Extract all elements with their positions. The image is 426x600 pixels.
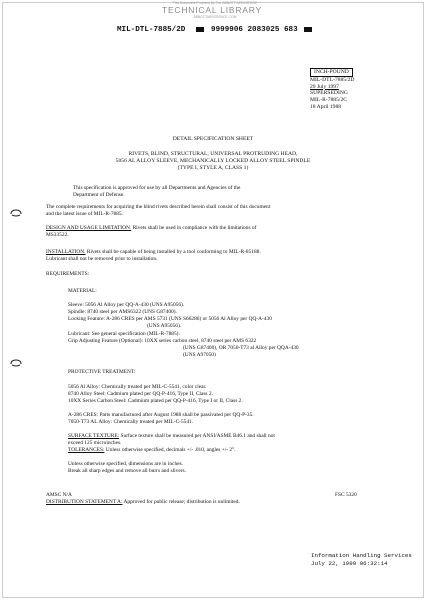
locking-feature-line1: Locking Feature: A-286 CRES per AMS 5731 (UNS S66286) or 5056 Al Alloy per QQ-A-430	[68, 316, 272, 322]
superseding-label: SUPERSEDING	[310, 90, 348, 97]
banner-url: ABBOTTAEROSPACE.COM	[193, 15, 237, 19]
document-header-code	[117, 26, 314, 34]
tolerances-text: Unless otherwise specified, decimals +/- .010, angles +/- 2°.	[104, 447, 236, 453]
rivet-title-line2: 5056 AL ALLOY SLEEVE, MECHANICALLY LOCKED ALLOY STEEL SPINDLE	[115, 158, 311, 164]
sleeve-material: Sleeve: 5056 Al Alloy per QQ-A-430 (UNS A95056).	[68, 302, 185, 308]
design-text-line2: MS33522.	[46, 232, 69, 238]
surface-text: Surface texture shall be measured per ANSI/ASME B46.1 and shall not	[119, 433, 275, 439]
banner-provenance: This Document Provided By The ABBOTT AEROSPACE	[172, 1, 258, 5]
tolerances	[68, 447, 236, 454]
lubricant-material: Lubricant: See general specification (MIL-R-7885).	[68, 331, 180, 337]
distribution-statement	[46, 499, 240, 506]
installation	[46, 249, 261, 256]
distribution-heading: DISTRIBUTION STATEMENT A:	[46, 499, 123, 505]
edges-note: Break all sharp edges and remove all burrs and slivers.	[68, 468, 186, 474]
requirements-heading: REQUIREMENTS:	[46, 271, 90, 277]
approval-line2: Department of Defense.	[73, 192, 125, 198]
inch-pound-box: INCH-POUND	[310, 68, 353, 77]
installation-heading: INSTALLATION.	[46, 249, 86, 255]
design-text: Rivets shall be used in compliance with the limitations of	[131, 225, 257, 231]
revision-block	[310, 77, 354, 111]
distribution-text: Approved for public release; distribution is unlimited.	[122, 499, 240, 505]
superseded-date: 18 April 1988	[310, 103, 342, 110]
grip-feature-line3: (UNS A97050)	[183, 352, 216, 358]
treatment-5056: 5056 Al Alloy: Chemically treated per MIL-C-5541, color clear.	[68, 384, 207, 390]
treatment-10xx: 10XX Series Carbon Steel: Cadmium plated per QQ-P-416, Type I or II, Class 2.	[68, 398, 243, 404]
doc-id: MIL-DTL-7885/2D	[310, 77, 355, 83]
superseded-doc: MIL-R-7885/2C	[310, 97, 347, 104]
installation-text: Rivets shall be capable of being installed by a tool conforming to MIL-R-85188.	[85, 249, 261, 255]
binder-hole-icon	[8, 355, 24, 365]
page-border	[2, 2, 424, 598]
tolerances-heading: TOLERANCES:	[68, 447, 105, 453]
header-doc-number: MIL-DTL-7885/2D	[117, 26, 186, 34]
treatment-8740: 8740 Alloy Steel: Cadmium plated per QQ-P-416, Type II, Class 2.	[68, 391, 213, 397]
redaction-block-icon	[304, 27, 312, 32]
fsc-label: FSC 5320	[335, 492, 357, 498]
complete-req-line1: The complete requirements for acquiring the blind rivets described herein shall consist of this document	[46, 204, 271, 210]
ihs-timestamp: July 22, 1999 06:32:14	[311, 560, 388, 567]
ihs-stamp: Information Handling Services	[311, 552, 412, 559]
surface-texture	[68, 433, 275, 440]
design-limitation	[46, 225, 256, 232]
rivet-title-line1: RIVETS, BLIND, STRUCTURAL, UNIVERSAL PROTRUDING HEAD,	[128, 151, 298, 157]
banner-library-name: TECHNICAL LIBRARY	[161, 5, 263, 15]
surface-text-line2: exceed 125 microinches.	[68, 440, 122, 446]
protective-treatment-heading: PROTECTIVE TREATMENT:	[68, 369, 136, 375]
spindle-material: Spindle: 8740 steel per AMS6322 (UNS G87400).	[68, 309, 177, 315]
binder-hole-icon	[8, 205, 24, 215]
locking-feature-line2: (UNS A95056).	[147, 323, 182, 329]
dimensions-note: Unless otherwise specified, dimensions are in inches.	[68, 461, 183, 467]
grip-feature-line2: (UNS G87400), OR 7050-T73 al Alloy per QQA-430	[183, 345, 299, 351]
treatment-a286: A-286 CRES: Parts manufactured after August 1988 shall be passivated per QQ-P-35.	[68, 412, 254, 418]
treatment-7050: 7050-T73 AL Alloy: Chemically treated per MIL-C-5541.	[68, 419, 194, 425]
grip-feature-line1: Grip Adjusting Feature (Optional): 10XX series carbon steel, 8740 steel per AMS 6322	[68, 338, 257, 344]
complete-req-line2: and the latest issue of MIL-R-7885.	[46, 211, 123, 217]
rivet-title-line3: (TYPE I, STYLE A, CLASS 1)	[177, 165, 249, 171]
amsc-label: AMSC N/A	[46, 492, 72, 498]
surface-heading: SURFACE TEXTURE:	[68, 433, 120, 439]
doc-date: 29 July 1997	[310, 83, 339, 90]
material-heading: MATERIAL:	[68, 288, 97, 294]
installation-text-line2: Lubricant shall not be removed prior to installation.	[46, 256, 158, 262]
approval-line1: This specification is approved for use by all Departments and Agencies of the	[73, 185, 241, 191]
design-heading: DESIGN AND USAGE LIMITATION.	[46, 225, 132, 231]
redaction-block-icon	[196, 27, 204, 32]
header-code-number: 9999906 2083025 683	[211, 26, 298, 34]
sheet-title: DETAIL SPECIFICATION SHEET	[172, 136, 254, 142]
